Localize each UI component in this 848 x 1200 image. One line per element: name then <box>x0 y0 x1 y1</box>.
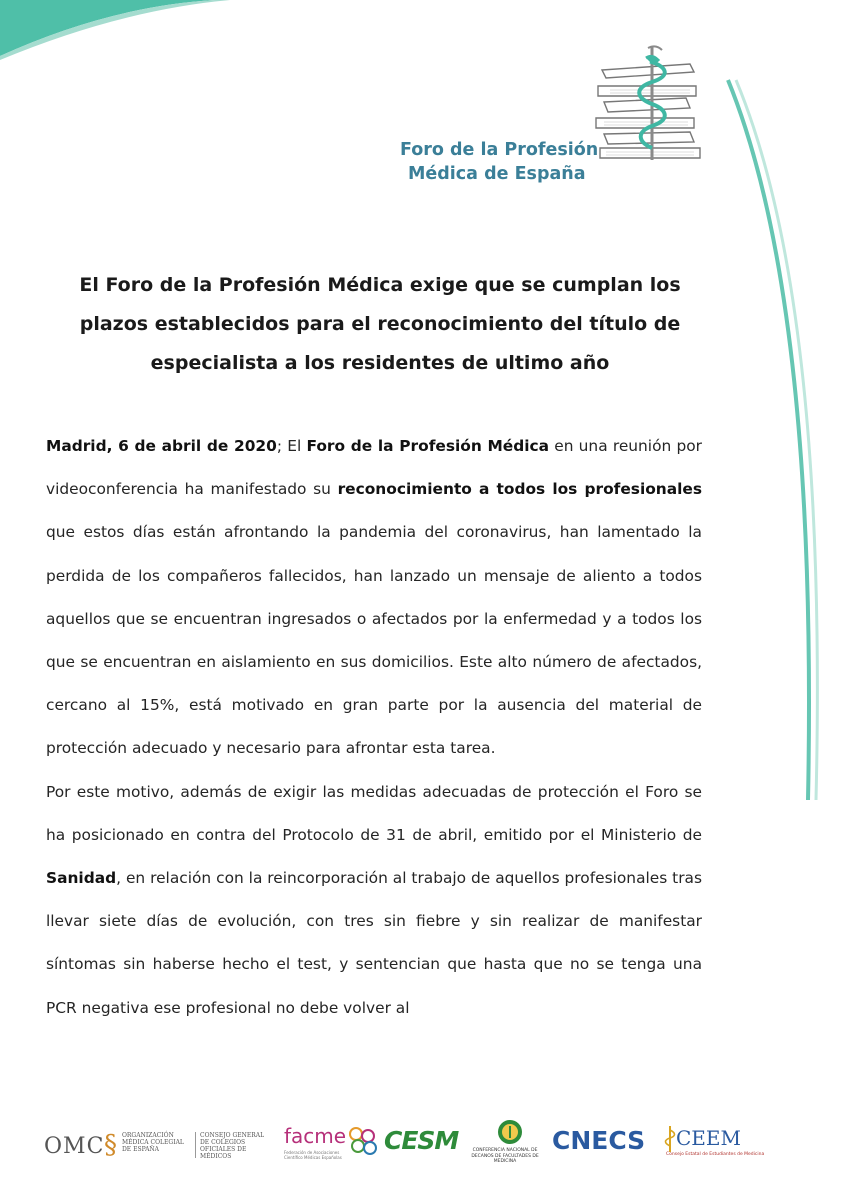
logo-wordmark <box>400 138 598 186</box>
omc-symbol-icon: § <box>104 1130 117 1160</box>
ceem-logo: CEEM <box>676 1126 741 1150</box>
facme-subtitle: Federación de Asociaciones Científico Médicas Españolas <box>284 1150 342 1160</box>
headline-line-3: especialista a los residentes de ultimo año <box>150 352 610 374</box>
org-name: Foro de la Profesión Médica <box>306 437 550 455</box>
headline-line-2: plazos establecidos para el reconocimiento del título de <box>79 313 681 335</box>
recognition-phrase: reconocimiento a todos los profesionales <box>337 480 703 499</box>
paragraph-2 <box>46 771 702 1030</box>
cnecs-logo: CNECS <box>552 1126 646 1155</box>
ceem-subtitle: Consejo Estatal de Estudiantes de Medicina <box>666 1152 765 1157</box>
footer-logos <box>40 1110 780 1176</box>
text-run: ; El <box>276 437 307 455</box>
paragraph-1 <box>46 425 702 771</box>
logo-line-2: Médica de España <box>408 164 586 184</box>
article-body <box>46 425 702 1030</box>
cgcom-name: CONSEJO GENERAL DE COLEGIOS OFICIALES DE MÉDICOS <box>200 1132 265 1160</box>
books-caduceus-logo-icon <box>590 42 710 167</box>
headline-line-1: El Foro de la Profesión Médica exige que se cumplan los <box>79 274 681 296</box>
cndfm-name: CONFERENCIA NACIONAL DE DECANOS DE FACULTADES DE MEDICINA <box>471 1148 539 1164</box>
omc-logo: OMC <box>44 1134 105 1159</box>
text-run: en una reunión por videoconferencia ha manifestado su <box>46 437 702 499</box>
place-date: Madrid, 6 de abril de 2020 <box>46 437 277 455</box>
text-run: que estos días están afrontando la pandemia del coronavirus, han lamentado la perdida de los compañeros fallecidos, han lanzado un mensaje de aliento a todos aquellos que se encuentran ingresados o afectados por la enfermedad y a todos los que se encuentran en aislamiento en sus domicilios. Este alto número de afectados, cercano al 15%, está motivado en gran parte por la ausencia del material de protección adecuado y necesario para afrontar esta tarea. <box>46 523 702 758</box>
facme-logo: facme <box>284 1124 347 1148</box>
text-run: Por este motivo, además de exigir las medidas adecuadas de protección el Foro se ha posicionado en contra del Protocolo de 31 de abril, emitido por el Ministerio de <box>46 782 702 844</box>
logo-line-1: Foro de la Profesión <box>400 140 599 160</box>
ministry-name: Sanidad <box>46 869 117 888</box>
omc-org-name: ORGANIZACIÓN MÉDICA COLEGIAL DE ESPAÑA <box>122 1132 184 1153</box>
headline <box>40 266 720 383</box>
cndfm-emblem-icon <box>496 1118 524 1146</box>
right-swoosh-decoration <box>708 0 848 820</box>
text-run: , en relación con la reincorporación al trabajo de aquellos profesionales tras llevar siete días de evolución, con tres sin fiebre y sin realizar de manifestar síntomas sin haberse hecho el test, y sentencian que hasta que no se tenga una PCR negativa ese profesional no debe volver al <box>46 869 702 1017</box>
cesm-logo: CESM <box>384 1126 459 1155</box>
footer-divider <box>195 1132 196 1158</box>
top-swoosh-decoration <box>0 0 260 60</box>
